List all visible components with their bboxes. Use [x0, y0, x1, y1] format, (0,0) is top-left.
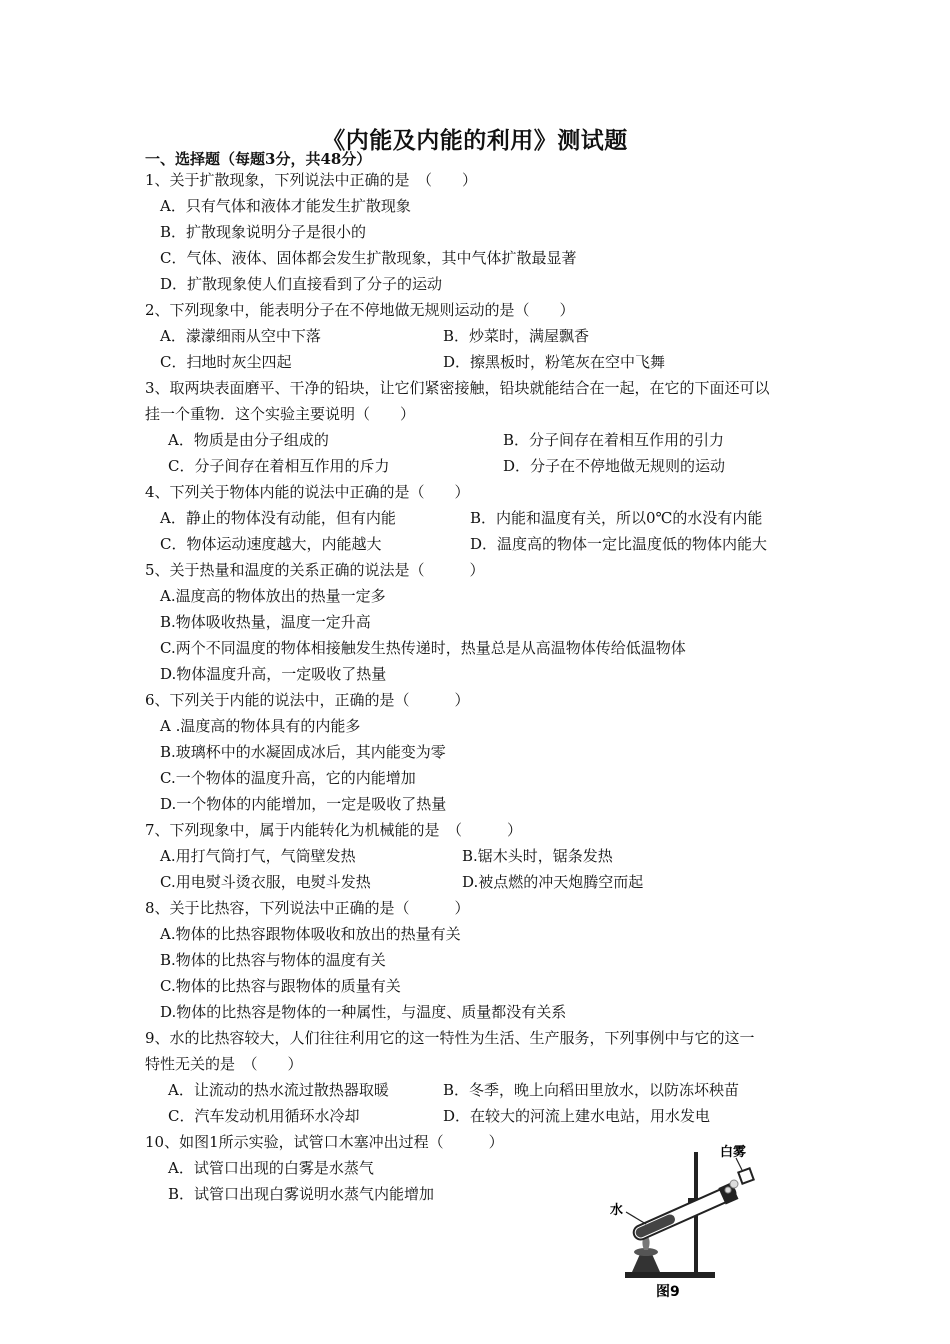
question-4-stem: 4、下列关于物体内能的说法中正确的是（ ） — [145, 483, 470, 501]
question-1-stem: 1、关于扩散现象，下列说法中正确的是 （ ） — [145, 171, 478, 189]
question-2-stem: 2、下列现象中，能表明分子在不停地做无规则运动的是（ ） — [145, 301, 575, 319]
question-10-stem: 10、如图1所示实验，试管口木塞冲出过程（ ） — [145, 1133, 504, 1151]
question-5-option-d[interactable]: D.物体温度升高，一定吸收了热量 — [160, 665, 387, 683]
question-6-stem: 6、下列关于内能的说法中，正确的是（ ） — [145, 691, 470, 709]
question-9-option-a[interactable]: A．让流动的热水流过散热器取暖 — [168, 1081, 389, 1099]
question-9-option-c[interactable]: C．汽车发动机用循环水冷却 — [168, 1107, 360, 1125]
question-8-option-d[interactable]: D.物体的比热容是物体的一种属性，与温度、质量都没有关系 — [160, 1003, 567, 1021]
experiment-figure — [600, 1140, 770, 1300]
question-4-option-b[interactable]: B．内能和温度有关，所以0℃的水没有内能 — [470, 509, 763, 527]
question-8-stem: 8、关于比热容，下列说法中正确的是（ ） — [145, 899, 470, 917]
figure-caption: 图9 — [656, 1284, 680, 1300]
question-7-option-c[interactable]: C.用电熨斗烫衣服，电熨斗发热 — [160, 873, 371, 891]
label-fog: 白雾 — [720, 1145, 747, 1160]
question-6-option-b[interactable]: B.玻璃杯中的水凝固成冰后，其内能变为零 — [160, 743, 446, 761]
test-tube-apparatus-illustration — [600, 1140, 770, 1300]
question-7-option-b[interactable]: B.锯木头时，锯条发热 — [462, 847, 613, 865]
question-3-option-d[interactable]: D．分子在不停地做无规则的运动 — [503, 457, 726, 475]
section-title: 一、选择题（每题3分，共48分） — [145, 150, 372, 168]
question-8-option-a[interactable]: A.物体的比热容跟物体吸收和放出的热量有关 — [160, 925, 461, 943]
question-4-option-a[interactable]: A．静止的物体没有动能，但有内能 — [160, 509, 396, 527]
question-2-option-c[interactable]: C．扫地时灰尘四起 — [160, 353, 292, 371]
question-10-option-b[interactable]: B．试管口出现白雾说明水蒸气内能增加 — [168, 1185, 435, 1203]
question-5-stem: 5、关于热量和温度的关系正确的说法是（ ） — [145, 561, 485, 579]
question-3-option-b[interactable]: B．分子间存在着相互作用的引力 — [503, 431, 725, 449]
question-6-option-c[interactable]: C.一个物体的温度升高，它的内能增加 — [160, 769, 416, 787]
question-7-option-d[interactable]: D.被点燃的冲天炮腾空而起 — [462, 873, 644, 891]
question-4-option-c[interactable]: C．物体运动速度越大，内能越大 — [160, 535, 382, 553]
label-water: 水 — [610, 1203, 624, 1218]
question-7-option-a[interactable]: A.用打气筒打气，气筒壁发热 — [160, 847, 356, 865]
question-4-option-d[interactable]: D．温度高的物体一定比温度低的物体内能大 — [470, 535, 768, 553]
question-3-option-a[interactable]: A．物质是由分子组成的 — [168, 431, 329, 449]
question-3-stem-line-1: 3、取两块表面磨平、干净的铅块，让它们紧密接触，铅块就能结合在一起，在它的下面还可以 — [145, 379, 770, 397]
question-5-option-c[interactable]: C.两个不同温度的物体相接触发生热传递时，热量总是从高温物体传给低温物体 — [160, 639, 686, 657]
question-5-option-a[interactable]: A.温度高的物体放出的热量一定多 — [160, 587, 386, 605]
page-title: 《内能及内能的利用》测试题 — [322, 127, 628, 154]
question-2-option-a[interactable]: A．濛濛细雨从空中下落 — [160, 327, 321, 345]
question-3-option-c[interactable]: C．分子间存在着相互作用的斥力 — [168, 457, 390, 475]
question-8-option-b[interactable]: B.物体的比热容与物体的温度有关 — [160, 951, 386, 969]
question-3-stem-line-2: 挂一个重物．这个实验主要说明（ ） — [145, 405, 416, 423]
question-6-option-d[interactable]: D.一个物体的内能增加，一定是吸收了热量 — [160, 795, 447, 813]
question-1-option-c[interactable]: C．气体、液体、固体都会发生扩散现象，其中气体扩散最显著 — [160, 249, 577, 267]
question-9-stem-line-2: 特性无关的是 （ ） — [145, 1055, 303, 1073]
question-9-stem-line-1: 9、水的比热容较大，人们往往利用它的这一特性为生活、生产服务，下列事例中与它的这一 — [145, 1029, 755, 1047]
question-8-option-c[interactable]: C.物体的比热容与跟物体的质量有关 — [160, 977, 401, 995]
question-10-option-a[interactable]: A．试管口出现的白雾是水蒸气 — [168, 1159, 374, 1177]
question-1-option-b[interactable]: B．扩散现象说明分子是很小的 — [160, 223, 367, 241]
question-1-option-d[interactable]: D．扩散现象使人们直接看到了分子的运动 — [160, 275, 443, 293]
question-1-option-a[interactable]: A．只有气体和液体才能发生扩散现象 — [160, 197, 411, 215]
question-7-stem: 7、下列现象中，属于内能转化为机械能的是 （ ） — [145, 821, 523, 839]
question-2-option-d[interactable]: D．擦黑板时，粉笔灰在空中飞舞 — [443, 353, 666, 371]
question-5-option-b[interactable]: B.物体吸收热量，温度一定升高 — [160, 613, 371, 631]
question-9-option-d[interactable]: D．在较大的河流上建水电站，用水发电 — [443, 1107, 711, 1125]
question-6-option-a[interactable]: A .温度高的物体具有的内能多 — [160, 717, 361, 735]
question-2-option-b[interactable]: B．炒菜时，满屋飘香 — [443, 327, 590, 345]
question-9-option-b[interactable]: B．冬季，晚上向稻田里放水，以防冻坏秧苗 — [443, 1081, 740, 1099]
